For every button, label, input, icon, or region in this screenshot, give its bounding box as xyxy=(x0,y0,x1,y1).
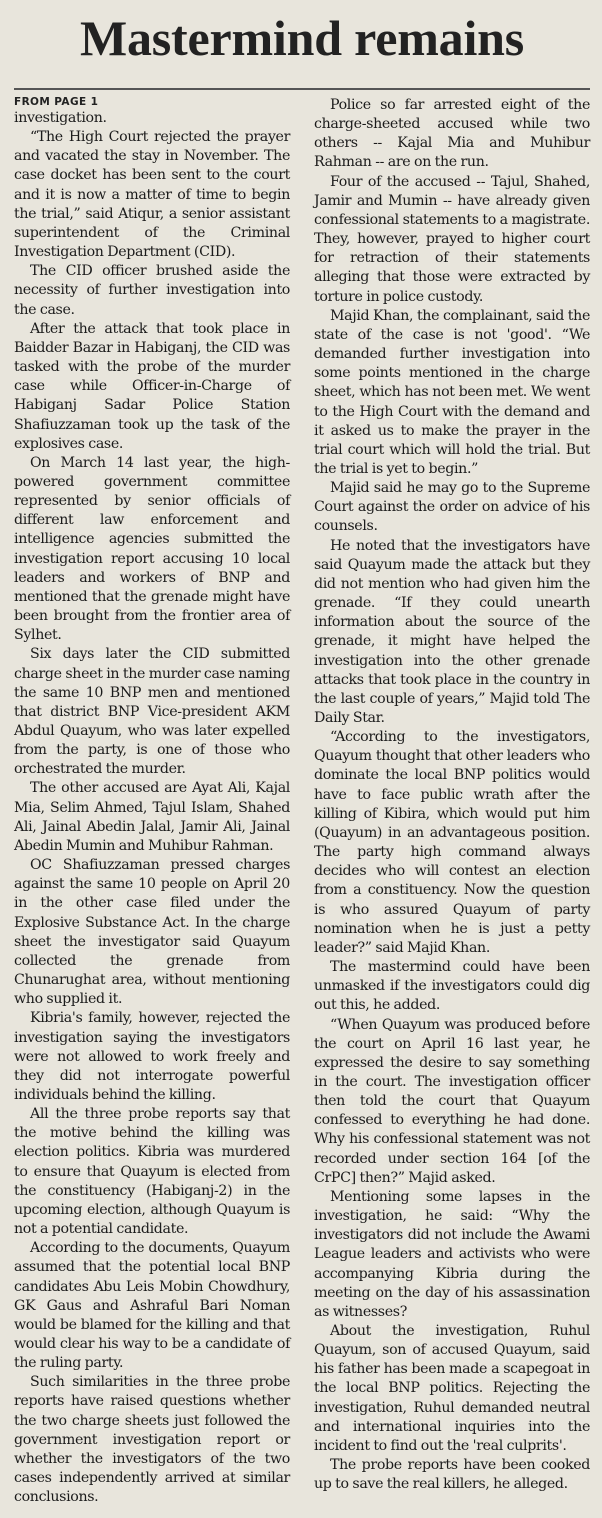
paragraph: Mentioning some lapses in the investigation, he said: “Why the investigators did not include the Awami League leaders and activists who were accompanying Kibria during the meeting on the day of his assassination as witnesses? xyxy=(314,1188,590,1320)
dateline: FROM PAGE 1 xyxy=(14,96,99,108)
paragraph: The probe reports have been cooked up to save the real killers, he alleged. xyxy=(314,1457,590,1493)
paragraph: All the three probe reports say that the motive behind the killing was election politics. Kibria was murdered to ensure that Quayum is elected from the constituency (Habiganj-2) in the upcoming election, although Quayum is not a potential candidate. xyxy=(14,1106,290,1238)
paragraph: “The High Court rejected the prayer and vacated the stay in November. The case docket has been sent to the court and it is now a matter of time to begin the trial,” said Atiqur, a senior assistant superintendent of the Criminal Investigation Department (CID). xyxy=(14,129,290,261)
paragraph: On March 14 last year, the high-powered government committee represented by senior officials of different law enforcement and intelligence agencies submitted the investigation report accusing 10 local leaders and workers of BNP and mentioned that the grenade might have been brought from the frontier area of Sylhet. xyxy=(14,454,290,644)
paragraph: Police so far arrested eight of the charge-sheeted accused while two others -- Kajal Mia and Muhibur Rahman -- are on the run. xyxy=(314,97,590,171)
paragraph: “When Quayum was produced before the court on April 16 last year, he expressed the desire to say something in the court. The investigation officer then told the court that Quayum confessed to everything he had done. Why his confessional statement was not recorded under section 164 [of the CrPC] then?” Majid asked. xyxy=(314,1016,590,1186)
article-body xyxy=(14,96,590,1507)
paragraph: Such similarities in the three probe reports have raised questions whether the two charge sheets just followed the government investigation report or whether the investigators of the two cases independently arrived at similar conclusions. xyxy=(14,1374,290,1506)
headline: Mastermind remains xyxy=(79,10,525,66)
article-column-right xyxy=(314,96,590,1507)
paragraph: “According to the investigators, Quayum thought that other leaders who dominate the local BNP politics would have to face public wrath after the killing of Kibira, which would put him (Quayum) in an advantageous position. The party high command always decides who will contest an election from a constituency. Now the question is who assured Quayum of party nomination when he is just a petty leader?” said Majid Khan. xyxy=(314,729,590,956)
paragraph: investigation. xyxy=(14,110,107,126)
paragraph: The CID officer brushed aside the necessity of further investigation into the case. xyxy=(14,263,290,318)
paragraph: He noted that the investigators have said Quayum made the attack but they did not mention who had given him the grenade. “If they could unearth information about the source of the grenade, it might have helped the investigation into the other grenade attacks that took place in the country in the last couple of years,” Majid told The Daily Star. xyxy=(314,537,590,726)
headline-rule xyxy=(14,88,590,90)
article-column-left xyxy=(14,96,290,1507)
paragraph: According to the documents, Quayum assumed that the potential local BNP candidates Abu Leis Mobin Chowdhury, GK Gaus and Ashraful Bari Noman would be blamed for the killing and that would clear his way to be a candidate of the ruling party. xyxy=(14,1240,290,1372)
paragraph: The mastermind could have been unmasked if the investigators could dig out this, he added. xyxy=(314,959,590,1014)
paragraph: Kibria's family, however, rejected the investigation saying the investigators were not allowed to work freely and they did not interrogate powerful individuals behind the killing. xyxy=(14,1010,290,1103)
paragraph: After the attack that took place in Baidder Bazar in Habiganj, the CID was tasked with the probe of the murder case while Officer-in-Charge of Habiganj Sadar Police Station Shafiuzzaman took up the task of the explosives case. xyxy=(14,320,290,452)
paragraph: OC Shafiuzzaman pressed charges against the same 10 people on April 20 in the other case filed under the Explosive Substance Act. In the charge sheet the investigator said Quayum collected the grenade from Chunarughat area, without mentioning who supplied it. xyxy=(14,857,290,1008)
paragraph: Four of the accused -- Tajul, Shahed, Jamir and Mumin -- have already given confessional statements to a magistrate. They, however, prayed to higher court for retraction of their statements alleging that those were extracted by torture in police custody. xyxy=(314,173,590,305)
paragraph: About the investigation, Ruhul Quayum, son of accused Quayum, said his father has been made a scapegoat in the local BNP politics. Rejecting the investigation, Ruhul demanded neutral and international inquiries into the incident to find out the 'real culprits'. xyxy=(314,1323,590,1454)
paragraph: Six days later the CID submitted charge sheet in the murder case naming the same 10 BNP men and mentioned that district BNP Vice-president AKM Abdul Quayum, who was later expelled from the party, is one of those who orchestrated the murder. xyxy=(14,646,290,778)
paragraph: Majid said he may go to the Supreme Court against the order on advice of his counsels. xyxy=(314,480,590,535)
paragraph: The other accused are Ayat Ali, Kajal Mia, Selim Ahmed, Tajul Islam, Shahed Ali, Jainal Abedin Jalal, Jamir Ali, Jainal Abedin Mumin and Muhibur Rahman. xyxy=(14,780,290,854)
paragraph: Majid Khan, the complainant, said the state of the case is not 'good'. “We demanded further investigation into some points mentioned in the charge sheet, which has not been met. We went to the High Court with the demand and it asked us to make the prayer in the trial court which will hold the trial. But the trial is yet to begin.” xyxy=(314,307,590,477)
